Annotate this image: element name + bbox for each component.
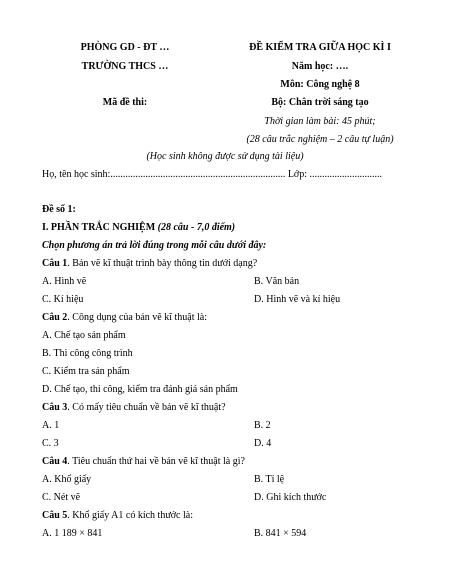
q1-option-d: D. Hình vẽ và kí hiệu	[254, 294, 341, 305]
q2-option-c: C. Kiểm tra sản phẩm	[42, 366, 130, 377]
q2-option-a: A. Chế tạo sản phẩm	[42, 330, 126, 341]
note-no-materials: (Học sinh không được sử dụng tài liệu)	[146, 151, 304, 162]
header-duration: Thời gian làm bài: 45 phút;	[264, 116, 376, 127]
q4-option-b: B. Tỉ lệ	[254, 474, 285, 485]
q2-option-d: D. Chế tạo, thi công, kiểm tra đánh giá sản phẩm	[42, 384, 238, 395]
question-3	[42, 402, 226, 413]
question-text: . Khổ giấy A1 có kích thước là:	[67, 510, 193, 521]
section-1-heading	[42, 222, 235, 233]
question-text: . Có mấy tiêu chuẩn về bản vẽ kĩ thuật?	[67, 402, 226, 413]
question-number: Câu 4	[42, 456, 68, 467]
question-text: . Tiêu chuẩn thứ hai về bản vẽ kĩ thuật là gì?	[67, 456, 245, 467]
student-info-line: Họ, tên học sinh:...................................................................... Lớp: .............................	[42, 169, 382, 180]
header-school-year: Năm học: ….	[291, 61, 349, 72]
q4-option-c: C. Nét vẽ	[42, 492, 81, 503]
q1-option-c: C. Kí hiệu	[42, 294, 84, 305]
section-1-points: (28 câu - 7,0 điểm)	[157, 222, 236, 233]
q4-option-d: D. Ghi kích thước	[254, 492, 327, 503]
q4-option-a: A. Khổ giấy	[42, 474, 92, 485]
section-1-instruction: Chọn phương án trả lời đúng trong mỗi câu dưới đây:	[42, 240, 267, 251]
q1-option-a: A. Hình vẽ	[42, 276, 87, 287]
q5-option-a: A. 1 189 × 841	[42, 528, 103, 539]
header-school: TRƯỜNG THCS …	[81, 61, 169, 72]
q3-option-c: C. 3	[42, 438, 59, 449]
header-exam-code-label: Mã đề thi:	[102, 97, 148, 108]
question-2	[42, 312, 207, 323]
header-subject: Môn: Công nghệ 8	[280, 79, 360, 90]
q5-option-b: B. 841 × 594	[254, 528, 307, 539]
question-text: . Công dụng của bản vẽ kĩ thuật là:	[67, 312, 207, 323]
q1-option-b: B. Văn bản	[254, 276, 300, 287]
question-1	[42, 258, 257, 269]
question-4	[42, 456, 245, 467]
exam-code: Đề số 1:	[42, 204, 76, 215]
question-text: . Bản vẽ kĩ thuật trình bày thông tin dưới dạng?	[67, 258, 258, 269]
q2-option-b: B. Thi công công trình	[42, 348, 133, 359]
question-number: Câu 3	[42, 402, 68, 413]
q3-option-d: D. 4	[254, 438, 272, 449]
q3-option-b: B. 2	[254, 420, 271, 431]
section-1-title: I. PHẦN TRẮC NGHIỆM	[42, 222, 156, 233]
header-question-count: (28 câu trắc nghiệm – 2 câu tự luận)	[246, 134, 394, 145]
header-textbook: Bộ: Chân trời sáng tạo	[271, 97, 369, 108]
question-number: Câu 1	[42, 258, 68, 269]
q3-option-a: A. 1	[42, 420, 60, 431]
header-exam-title: ĐỀ KIỂM TRA GIỮA HỌC KÌ I	[249, 42, 391, 53]
question-number: Câu 2	[42, 312, 68, 323]
question-5	[42, 510, 193, 521]
question-number: Câu 5	[42, 510, 68, 521]
header-department: PHÒNG GD - ĐT …	[80, 42, 170, 53]
